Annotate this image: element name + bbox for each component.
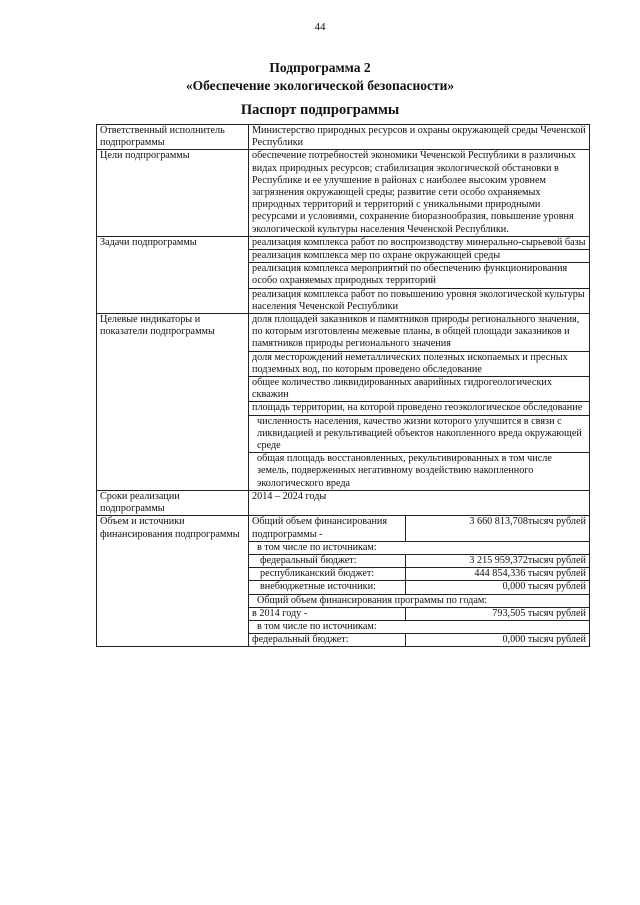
funding-2014-label: в 2014 году - (252, 608, 406, 620)
value-goals: обеспечение потребностей экономики Чеченской Республики в различных видах природных ресурсов; стабилизация экологической обстановки в Республике и ее улучшение в районах с наиболее высоким уровнем загрязнения окружающей среды; развитие сети особо охраняемых природных территорий и территорий с уникальными природными ресурсами и условиями, сохранение биоразнообразия, повышение уровня экологической культуры населения Чеченской Республики. (249, 150, 590, 236)
funding-2014-value: 793,505 тысяч рублей (492, 607, 586, 619)
indicator-item: общая площадь восстановленных, рекультивированных в том числе земель, подверженных негативному воздействию накопленного экологического вреда (249, 452, 589, 490)
passport-table (96, 124, 590, 647)
row-tasks (97, 236, 590, 313)
indicator-item: доля площадей заказников и памятников природы регионального значения, по которым изготовлены межевые планы, в общей площади заказников и памятников природы регионального значения (252, 314, 580, 350)
funding-total-value: 3 660 813,708тысяч рублей (469, 516, 586, 528)
funding-extra-value: 0,000 тысяч рублей (502, 581, 586, 593)
row-terms (97, 490, 590, 515)
task-item: реализация комплекса работ по воспроизводству минерально-сырьевой базы (252, 236, 586, 248)
funding-extra-row (249, 580, 589, 593)
subprogram-name: «Обеспечение экологической безопасности» (185, 78, 455, 93)
indicator-item: численность населения, качество жизни которого улучшится в связи с ликвидацией и рекультивацией объектов накопленного вреда окружающей среде (249, 415, 589, 453)
funding-federal-value: 3 215 959,372тысяч рублей (469, 554, 586, 566)
label-responsible: Ответственный исполнитель подпрограммы (97, 125, 249, 150)
funding-total-row (252, 516, 586, 540)
funding-total-label: Общий объем финансирования подпрограммы - (252, 516, 406, 540)
row-goals (97, 150, 590, 236)
value-indicators (249, 314, 590, 491)
page-number: 44 (314, 21, 326, 33)
passport-title: Паспорт подпрограммы (240, 102, 400, 118)
subprogram-title: Подпрограмма 2 (269, 60, 371, 75)
funding-including: в том числе по источникам: (249, 541, 589, 554)
task-item: реализация комплекса работ по повышению уровня экологической культуры населения Чеченской Республики (249, 288, 589, 313)
label-indicators: Целевые индикаторы и показатели подпрограммы (97, 314, 249, 491)
row-responsible (97, 125, 590, 150)
funding-including-2: в том числе по источникам: (249, 620, 589, 633)
label-funding: Объем и источники финансирования подпрограммы (97, 516, 249, 647)
task-item: реализация комплекса мер по охране окружающей среды (249, 249, 589, 262)
label-terms: Сроки реализации подпрограммы (97, 490, 249, 515)
funding-republic-label: республиканский бюджет: (252, 568, 406, 580)
value-terms: 2014 – 2024 годы (249, 490, 590, 515)
value-responsible: Министерство природных ресурсов и охраны окружающей среды Чеченской Республики (249, 125, 590, 150)
indicator-item: общее количество ликвидированных аварийных гидрогеологических скважин (249, 376, 589, 401)
funding-republic-row (249, 567, 589, 580)
label-goals: Цели подпрограммы (97, 150, 249, 236)
label-tasks: Задачи подпрограммы (97, 236, 249, 313)
value-funding (249, 516, 590, 647)
funding-federal-label: федеральный бюджет: (252, 555, 406, 567)
value-tasks (249, 236, 590, 313)
row-funding (97, 516, 590, 647)
row-indicators (97, 314, 590, 491)
funding-federal-row (249, 554, 589, 567)
funding-federal2-value: 0,000 тысяч рублей (502, 634, 586, 646)
funding-extra-label: внебюджетные источники: (252, 581, 406, 593)
funding-2014-row (249, 607, 589, 620)
task-item: реализация комплекса мероприятий по обеспечению функционирования особо охраняемых природных территорий (249, 262, 589, 287)
indicator-item: доля месторождений неметаллических полезных ископаемых и пресных подземных вод, по которым проведено обследование (249, 351, 589, 376)
funding-federal2-row (249, 633, 589, 646)
indicator-item: площадь территории, на которой проведено геоэкологическое обследование (249, 401, 589, 414)
funding-federal2-label: федеральный бюджет: (252, 634, 406, 646)
funding-republic-value: 444 854,336 тысяч рублей (474, 568, 586, 580)
funding-by-years: Общий объем финансирования программы по годам: (249, 594, 589, 607)
